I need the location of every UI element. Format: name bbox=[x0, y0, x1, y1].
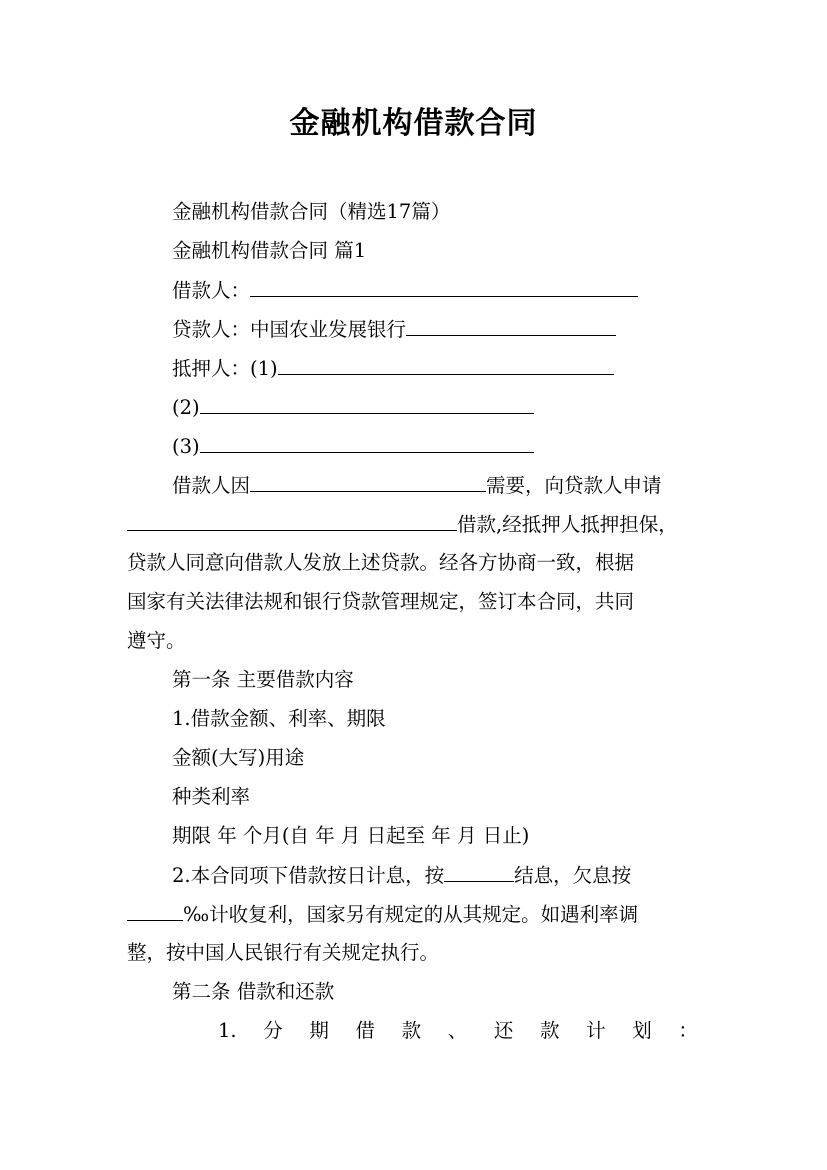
section-heading: 金融机构借款合同 篇1 bbox=[172, 239, 367, 262]
mortgagor-line-3 bbox=[172, 432, 534, 461]
item2-b: 结息，欠息按 bbox=[514, 864, 632, 887]
para1-line2 bbox=[127, 510, 678, 539]
subtitle: 金融机构借款合同（精选17篇） bbox=[172, 200, 451, 223]
mortgagor-line-1 bbox=[172, 354, 614, 383]
lender-blank bbox=[406, 315, 616, 336]
mortgagor-2-label: (2) bbox=[172, 396, 200, 419]
para1-a: 借款人因 bbox=[172, 474, 251, 497]
item2-c: ‰计收复利，国家另有规定的从其规定。如遇利率调 bbox=[183, 903, 639, 926]
item-3-spread-line bbox=[218, 1017, 698, 1045]
item2-d: 整，按中国人民银行有关规定执行。 bbox=[127, 941, 440, 964]
item3-char: 1. bbox=[218, 1019, 237, 1042]
item3-char: 分 bbox=[263, 1019, 283, 1042]
lender-line bbox=[172, 315, 616, 344]
item-2-line2 bbox=[127, 900, 638, 929]
lender-label: 贷款人：中国农业发展银行 bbox=[172, 318, 407, 341]
para1-line1 bbox=[172, 471, 662, 500]
item3-char: 计 bbox=[586, 1019, 606, 1042]
item3-char: ： bbox=[678, 1019, 698, 1042]
item3-char: 款 bbox=[401, 1019, 422, 1042]
item-1-type: 种类利率 bbox=[172, 785, 251, 808]
item3-char: 划 bbox=[632, 1019, 652, 1042]
article-1-heading: 第一条 主要借款内容 bbox=[172, 668, 354, 691]
settlement-blank bbox=[444, 861, 514, 882]
borrower-line bbox=[172, 276, 638, 305]
purpose-blank bbox=[250, 471, 486, 492]
item3-char: 期 bbox=[309, 1019, 329, 1042]
item-1-amount: 金额(大写)用途 bbox=[172, 746, 305, 769]
rate-blank bbox=[127, 900, 183, 921]
mortgagor-line-2 bbox=[172, 393, 534, 422]
item-1: 1.借款金额、利率、期限 bbox=[172, 707, 386, 730]
para1-c: 借款,经抵押人抵押担保， bbox=[457, 513, 678, 536]
para1-line3 bbox=[127, 549, 703, 577]
mortgagor-3-label: (3) bbox=[172, 435, 200, 458]
mortgagor-label: 抵押人：(1) bbox=[172, 357, 278, 380]
para1-d3: 遵守。 bbox=[127, 629, 186, 652]
item3-char: 、 bbox=[447, 1019, 468, 1042]
para1-d1: 贷款人同意向借款人发放上述贷款。经各方协商一致，根据 bbox=[127, 551, 635, 574]
item-2-line1 bbox=[172, 861, 631, 890]
mortgagor-blank-2 bbox=[200, 393, 534, 414]
para1-line4 bbox=[127, 588, 703, 616]
mortgagor-blank-1 bbox=[278, 354, 614, 375]
article-2-heading: 第二条 借款和还款 bbox=[172, 980, 335, 1003]
borrower-blank bbox=[250, 276, 638, 297]
item2-a: 2.本合同项下借款按日计息，按 bbox=[172, 864, 445, 887]
item3-char: 款 bbox=[539, 1019, 560, 1042]
document-title: 金融机构借款合同 bbox=[289, 106, 538, 141]
item3-char: 借 bbox=[355, 1019, 375, 1042]
para1-b: 需要，向贷款人申请 bbox=[486, 474, 662, 497]
borrower-label: 借款人： bbox=[172, 279, 251, 302]
item3-char: 还 bbox=[493, 1019, 514, 1042]
para1-line5 bbox=[127, 627, 703, 655]
amount-blank bbox=[127, 510, 457, 531]
item-2-line3 bbox=[127, 939, 703, 967]
item-1-term: 期限 年 个月(自 年 月 日起至 年 月 日止) bbox=[172, 824, 530, 847]
mortgagor-blank-3 bbox=[200, 432, 534, 453]
para1-d2: 国家有关法律法规和银行贷款管理规定，签订本合同，共同 bbox=[127, 590, 635, 613]
